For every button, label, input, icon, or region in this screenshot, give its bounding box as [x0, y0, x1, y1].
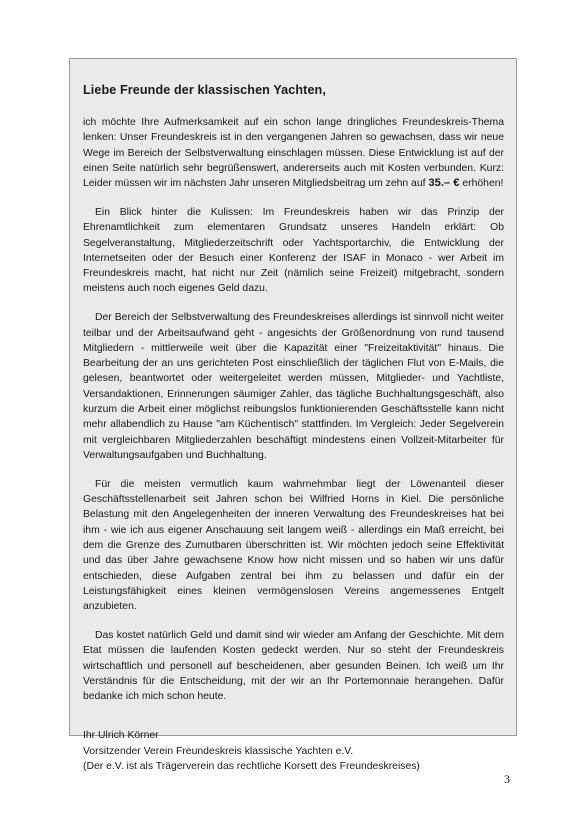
paragraph-4: Für die meisten vermutlich kaum wahrnehmbar liegt der Löwenanteil dieser Geschäftsstellenarbeit seit Jahren schon bei Wilfried Horns in Kiel. Die persönliche Belastung mit den Angelegenheiten der inneren Verwaltung des Freundeskreises hat bei ihm - wie ich aus eigener Anschauung seit langem weiß - allerdings ein Maß erreicht, bei dem die Grenze des Zumutbaren überschritten ist. Wir möchten jedoch seine Effektivität und das über Jahre gewachsene Know how nicht missen und so haben wir uns dafür entschieden, diese Aufgaben zentral bei ihm zu belassen und dafür ein der Leistungsfähigkeit eines kleinen vermögenslosen Vereins angemessenes Entgelt anzubieten. — [83, 478, 504, 613]
paragraph-1-text: ich möchte Ihre Aufmerksamkeit auf ein schon lange dringliches Freundeskreis-Thema lenken: Unser Freundeskreis ist in den vergangenen Jahren so gewachsen, dass wir neue Wege im Bereich der Selbstverwaltung einschlagen müssen. Diese Entwicklung ist auf der einen Seite natürlich sehr begrüßenswert, andererseits auch mit Kosten verbunden. Kurz: Leider müssen wir im nächsten Jahr unseren Mitgliedsbeitrag um zehn auf — [83, 117, 504, 190]
paragraph-1 — [83, 115, 504, 191]
signature-role: Vorsitzender Verein Freundeskreis klassische Yachten e.V. — [83, 745, 354, 757]
signature-name: Ihr Ulrich Körner — [83, 730, 159, 742]
signature-block — [83, 728, 504, 774]
page-number: 3 — [504, 772, 510, 786]
paragraph-1-end: erhöhen! — [459, 178, 504, 190]
signature-note: (Der e.V. ist als Trägerverein das rechtliche Korsett des Freundeskreises) — [83, 760, 420, 772]
letter-box — [69, 58, 517, 772]
paragraph-5: Das kostet natürlich Geld und damit sind wir wieder am Anfang der Geschichte. Mit dem Etat müssen die laufenden Kosten gedeckt werden. Nur so steht der Freundeskreis wirtschaftlich und personell auf bescheidenen, aber gesunden Beinen. Ich weiß um Ihr Verständnis für die Entscheidung, mit der wir an Ihr Portemonnaie herangehen. Dafür bedanke ich mich schon heute. — [83, 629, 504, 703]
paragraph-2: Ein Blick hinter die Kulissen: Im Freundeskreis haben wir das Prinzip der Ehrenamtlichkeit zum elementaren Grundsatz unseres Handeln erklärt: Ob Segelveranstaltung, Mitgliederzeitschrift oder Yachtsportarchiv, die Entwicklung der Internetseiten oder der Besuch einer Konferenz der ISAF in Monaco - wer Arbeit im Freundeskreis macht, hat nicht nur Zeit (nämlich seine Freizeit) mitgebracht, sondern meistens auch noch eigenes Geld dazu. — [83, 206, 504, 295]
fee-amount: 35.– € — [428, 177, 460, 190]
paragraph-3: Der Bereich der Selbstverwaltung des Freundeskreises allerdings ist sinnvoll nicht weiter teilbar und der Arbeitsaufwand geht - angesichts der Größenordnung von rund tausend Mitgliedern - mittlerweile weit über die Kapazität einer "Freizeitaktivität" hinaus. Die Bearbeitung der an uns gerichteten Post einschließlich der täglichen Flut von E-Mails, die gelesen, beantwortet oder weitergeleitet werden müssen, Mitglieder- und Yachtliste, Versandaktionen, Erinnerungen säumiger Zahler, das tägliche Buchhaltungsgeschäft, also kurzum die Arbeit einer möglichst reibungslos funktionierenden Geschäftsstelle kann nicht mehr allabendlich zu Hause "am Küchentisch" stattfinden. Im Vergleich: Jeder Segelverein mit vergleichbaren Mitgliederzahlen beschäftigt mindestens einen Vollzeit-Mitarbeiter für Verwaltungsaufgaben und Buchhaltung. — [83, 312, 504, 461]
letter-heading: Liebe Freunde der klassischen Yachten, — [83, 83, 326, 97]
